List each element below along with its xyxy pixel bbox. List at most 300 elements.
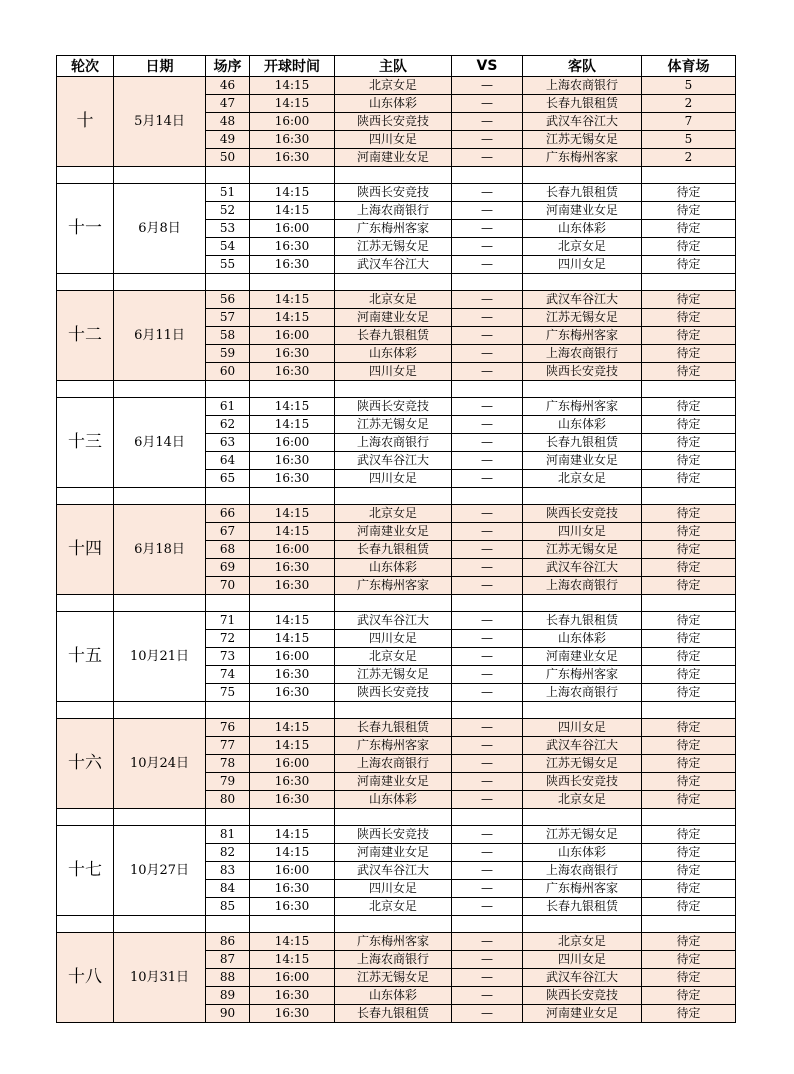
kickoff-cell: 16:00	[250, 648, 335, 666]
away-team-cell: 河南建业女足	[523, 202, 642, 220]
separator-cell	[523, 702, 642, 719]
separator-cell	[452, 488, 523, 505]
kickoff-cell: 14:15	[250, 612, 335, 630]
away-team-cell: 四川女足	[523, 951, 642, 969]
vs-cell: —	[452, 238, 523, 256]
venue-cell: 待定	[642, 184, 736, 202]
match-no-cell: 66	[206, 505, 250, 523]
separator-cell	[250, 488, 335, 505]
kickoff-cell: 14:15	[250, 398, 335, 416]
match-row	[57, 77, 736, 95]
home-team-cell: 上海农商银行	[335, 202, 452, 220]
round-separator-row	[57, 595, 736, 612]
kickoff-cell: 14:15	[250, 719, 335, 737]
kickoff-cell: 16:30	[250, 363, 335, 381]
away-team-cell: 武汉车谷江大	[523, 291, 642, 309]
away-team-cell: 江苏无锡女足	[523, 826, 642, 844]
home-team-cell: 武汉车谷江大	[335, 612, 452, 630]
kickoff-cell: 14:15	[250, 202, 335, 220]
vs-cell: —	[452, 933, 523, 951]
venue-cell: 待定	[642, 505, 736, 523]
separator-cell	[452, 381, 523, 398]
separator-cell	[114, 595, 206, 612]
venue-cell: 待定	[642, 880, 736, 898]
round-cell: 十五	[57, 612, 114, 702]
home-team-cell: 陕西长安竞技	[335, 184, 452, 202]
kickoff-cell: 14:15	[250, 505, 335, 523]
home-team-cell: 长春九银租赁	[335, 1005, 452, 1023]
away-team-cell: 长春九银租赁	[523, 434, 642, 452]
kickoff-cell: 16:30	[250, 880, 335, 898]
away-team-cell: 广东梅州客家	[523, 666, 642, 684]
vs-cell: —	[452, 434, 523, 452]
home-team-cell: 四川女足	[335, 131, 452, 149]
separator-cell	[335, 916, 452, 933]
kickoff-cell: 14:15	[250, 95, 335, 113]
vs-cell: —	[452, 755, 523, 773]
separator-cell	[206, 595, 250, 612]
match-no-cell: 73	[206, 648, 250, 666]
vs-cell: —	[452, 577, 523, 595]
home-team-cell: 陕西长安竞技	[335, 826, 452, 844]
match-no-cell: 59	[206, 345, 250, 363]
match-row	[57, 184, 736, 202]
away-team-cell: 山东体彩	[523, 220, 642, 238]
venue-cell: 待定	[642, 773, 736, 791]
away-team-cell: 长春九银租赁	[523, 95, 642, 113]
round-cell: 十二	[57, 291, 114, 381]
away-team-cell: 广东梅州客家	[523, 398, 642, 416]
venue-cell: 待定	[642, 898, 736, 916]
match-no-cell: 63	[206, 434, 250, 452]
home-team-cell: 山东体彩	[335, 95, 452, 113]
away-team-cell: 陕西长安竞技	[523, 773, 642, 791]
vs-cell: —	[452, 77, 523, 95]
home-team-cell: 上海农商银行	[335, 755, 452, 773]
vs-cell: —	[452, 327, 523, 345]
home-team-cell: 江苏无锡女足	[335, 666, 452, 684]
venue-cell: 待定	[642, 844, 736, 862]
home-team-cell: 四川女足	[335, 630, 452, 648]
separator-cell	[250, 916, 335, 933]
match-no-cell: 52	[206, 202, 250, 220]
separator-cell	[206, 274, 250, 291]
separator-cell	[642, 702, 736, 719]
header-date: 日期	[114, 56, 206, 77]
separator-cell	[642, 274, 736, 291]
separator-cell	[114, 916, 206, 933]
venue-cell: 待定	[642, 523, 736, 541]
match-no-cell: 61	[206, 398, 250, 416]
vs-cell: —	[452, 416, 523, 434]
vs-cell: —	[452, 666, 523, 684]
kickoff-cell: 16:30	[250, 559, 335, 577]
home-team-cell: 武汉车谷江大	[335, 256, 452, 274]
home-team-cell: 山东体彩	[335, 345, 452, 363]
separator-cell	[452, 595, 523, 612]
kickoff-cell: 14:15	[250, 844, 335, 862]
home-team-cell: 上海农商银行	[335, 434, 452, 452]
kickoff-cell: 16:30	[250, 470, 335, 488]
away-team-cell: 四川女足	[523, 719, 642, 737]
separator-cell	[642, 488, 736, 505]
date-cell: 10月27日	[114, 826, 206, 916]
home-team-cell: 河南建业女足	[335, 844, 452, 862]
header-kickoff: 开球时间	[250, 56, 335, 77]
vs-cell: —	[452, 505, 523, 523]
away-team-cell: 山东体彩	[523, 416, 642, 434]
vs-cell: —	[452, 184, 523, 202]
separator-cell	[57, 916, 114, 933]
vs-cell: —	[452, 291, 523, 309]
home-team-cell: 武汉车谷江大	[335, 862, 452, 880]
kickoff-cell: 16:30	[250, 666, 335, 684]
vs-cell: —	[452, 898, 523, 916]
match-no-cell: 77	[206, 737, 250, 755]
match-row	[57, 398, 736, 416]
venue-cell: 待定	[642, 363, 736, 381]
table-header	[57, 56, 736, 77]
kickoff-cell: 16:30	[250, 1005, 335, 1023]
match-no-cell: 64	[206, 452, 250, 470]
match-no-cell: 68	[206, 541, 250, 559]
kickoff-cell: 16:00	[250, 862, 335, 880]
kickoff-cell: 16:30	[250, 987, 335, 1005]
away-team-cell: 北京女足	[523, 933, 642, 951]
match-no-cell: 82	[206, 844, 250, 862]
venue-cell: 待定	[642, 737, 736, 755]
round-cell: 十四	[57, 505, 114, 595]
separator-cell	[523, 809, 642, 826]
vs-cell: —	[452, 684, 523, 702]
away-team-cell: 陕西长安竞技	[523, 987, 642, 1005]
kickoff-cell: 14:15	[250, 933, 335, 951]
away-team-cell: 河南建业女足	[523, 1005, 642, 1023]
header-row	[57, 56, 736, 77]
match-no-cell: 72	[206, 630, 250, 648]
separator-cell	[250, 702, 335, 719]
header-away: 客队	[523, 56, 642, 77]
home-team-cell: 北京女足	[335, 77, 452, 95]
match-no-cell: 58	[206, 327, 250, 345]
match-no-cell: 62	[206, 416, 250, 434]
match-no-cell: 49	[206, 131, 250, 149]
venue-cell: 7	[642, 113, 736, 131]
separator-cell	[523, 595, 642, 612]
vs-cell: —	[452, 612, 523, 630]
venue-cell: 待定	[642, 559, 736, 577]
kickoff-cell: 14:15	[250, 951, 335, 969]
separator-cell	[523, 274, 642, 291]
kickoff-cell: 16:00	[250, 969, 335, 987]
separator-cell	[523, 381, 642, 398]
match-no-cell: 71	[206, 612, 250, 630]
home-team-cell: 山东体彩	[335, 559, 452, 577]
home-team-cell: 山东体彩	[335, 791, 452, 809]
home-team-cell: 河南建业女足	[335, 773, 452, 791]
round-cell: 十六	[57, 719, 114, 809]
venue-cell: 5	[642, 131, 736, 149]
venue-cell: 待定	[642, 630, 736, 648]
match-row	[57, 826, 736, 844]
match-no-cell: 75	[206, 684, 250, 702]
kickoff-cell: 16:00	[250, 434, 335, 452]
kickoff-cell: 14:15	[250, 416, 335, 434]
away-team-cell: 上海农商银行	[523, 345, 642, 363]
vs-cell: —	[452, 363, 523, 381]
match-row	[57, 612, 736, 630]
separator-cell	[335, 702, 452, 719]
separator-cell	[250, 167, 335, 184]
home-team-cell: 长春九银租赁	[335, 541, 452, 559]
separator-cell	[642, 595, 736, 612]
kickoff-cell: 16:00	[250, 541, 335, 559]
vs-cell: —	[452, 452, 523, 470]
vs-cell: —	[452, 559, 523, 577]
match-row	[57, 719, 736, 737]
match-no-cell: 53	[206, 220, 250, 238]
venue-cell: 待定	[642, 452, 736, 470]
vs-cell: —	[452, 1005, 523, 1023]
home-team-cell: 四川女足	[335, 470, 452, 488]
separator-cell	[206, 488, 250, 505]
separator-cell	[206, 809, 250, 826]
match-no-cell: 81	[206, 826, 250, 844]
separator-cell	[250, 274, 335, 291]
kickoff-cell: 14:15	[250, 630, 335, 648]
separator-cell	[114, 488, 206, 505]
home-team-cell: 长春九银租赁	[335, 327, 452, 345]
venue-cell: 待定	[642, 648, 736, 666]
venue-cell: 待定	[642, 719, 736, 737]
kickoff-cell: 16:30	[250, 256, 335, 274]
home-team-cell: 江苏无锡女足	[335, 416, 452, 434]
separator-cell	[642, 809, 736, 826]
vs-cell: —	[452, 220, 523, 238]
kickoff-cell: 16:30	[250, 791, 335, 809]
home-team-cell: 上海农商银行	[335, 951, 452, 969]
header-home: 主队	[335, 56, 452, 77]
kickoff-cell: 16:00	[250, 327, 335, 345]
vs-cell: —	[452, 773, 523, 791]
separator-cell	[523, 488, 642, 505]
date-cell: 6月11日	[114, 291, 206, 381]
match-no-cell: 51	[206, 184, 250, 202]
venue-cell: 待定	[642, 541, 736, 559]
venue-cell: 待定	[642, 256, 736, 274]
vs-cell: —	[452, 987, 523, 1005]
vs-cell: —	[452, 791, 523, 809]
away-team-cell: 上海农商银行	[523, 684, 642, 702]
venue-cell: 待定	[642, 327, 736, 345]
venue-cell: 待定	[642, 862, 736, 880]
vs-cell: —	[452, 719, 523, 737]
separator-cell	[114, 167, 206, 184]
kickoff-cell: 16:30	[250, 898, 335, 916]
kickoff-cell: 16:30	[250, 773, 335, 791]
venue-cell: 待定	[642, 612, 736, 630]
venue-cell: 待定	[642, 933, 736, 951]
separator-cell	[57, 381, 114, 398]
kickoff-cell: 14:15	[250, 309, 335, 327]
header-match-no: 场序	[206, 56, 250, 77]
home-team-cell: 河南建业女足	[335, 309, 452, 327]
home-team-cell: 陕西长安竞技	[335, 113, 452, 131]
away-team-cell: 长春九银租赁	[523, 184, 642, 202]
venue-cell: 待定	[642, 398, 736, 416]
venue-cell: 待定	[642, 345, 736, 363]
kickoff-cell: 14:15	[250, 737, 335, 755]
match-no-cell: 78	[206, 755, 250, 773]
venue-cell: 待定	[642, 826, 736, 844]
round-cell: 十一	[57, 184, 114, 274]
vs-cell: —	[452, 951, 523, 969]
home-team-cell: 山东体彩	[335, 987, 452, 1005]
venue-cell: 待定	[642, 755, 736, 773]
separator-cell	[250, 809, 335, 826]
home-team-cell: 陕西长安竞技	[335, 398, 452, 416]
away-team-cell: 江苏无锡女足	[523, 131, 642, 149]
away-team-cell: 山东体彩	[523, 844, 642, 862]
match-row	[57, 505, 736, 523]
vs-cell: —	[452, 470, 523, 488]
away-team-cell: 长春九银租赁	[523, 612, 642, 630]
away-team-cell: 河南建业女足	[523, 452, 642, 470]
kickoff-cell: 16:30	[250, 238, 335, 256]
kickoff-cell: 14:15	[250, 291, 335, 309]
vs-cell: —	[452, 969, 523, 987]
match-row	[57, 933, 736, 951]
home-team-cell: 长春九银租赁	[335, 719, 452, 737]
away-team-cell: 武汉车谷江大	[523, 969, 642, 987]
round-separator-row	[57, 381, 736, 398]
venue-cell: 待定	[642, 666, 736, 684]
vs-cell: —	[452, 630, 523, 648]
venue-cell: 待定	[642, 202, 736, 220]
away-team-cell: 武汉车谷江大	[523, 113, 642, 131]
vs-cell: —	[452, 541, 523, 559]
separator-cell	[250, 381, 335, 398]
vs-cell: —	[452, 398, 523, 416]
venue-cell: 待定	[642, 969, 736, 987]
away-team-cell: 长春九银租赁	[523, 898, 642, 916]
separator-cell	[335, 595, 452, 612]
kickoff-cell: 16:00	[250, 220, 335, 238]
separator-cell	[335, 488, 452, 505]
match-no-cell: 54	[206, 238, 250, 256]
kickoff-cell: 14:15	[250, 523, 335, 541]
match-no-cell: 86	[206, 933, 250, 951]
separator-cell	[452, 702, 523, 719]
venue-cell: 待定	[642, 1005, 736, 1023]
separator-cell	[452, 167, 523, 184]
kickoff-cell: 14:15	[250, 184, 335, 202]
separator-cell	[57, 274, 114, 291]
separator-cell	[57, 595, 114, 612]
venue-cell: 待定	[642, 220, 736, 238]
home-team-cell: 武汉车谷江大	[335, 452, 452, 470]
home-team-cell: 广东梅州客家	[335, 220, 452, 238]
separator-cell	[114, 702, 206, 719]
vs-cell: —	[452, 523, 523, 541]
match-no-cell: 76	[206, 719, 250, 737]
separator-cell	[335, 381, 452, 398]
away-team-cell: 上海农商银行	[523, 577, 642, 595]
kickoff-cell: 16:00	[250, 755, 335, 773]
separator-cell	[57, 702, 114, 719]
away-team-cell: 上海农商银行	[523, 862, 642, 880]
home-team-cell: 北京女足	[335, 505, 452, 523]
vs-cell: —	[452, 149, 523, 167]
home-team-cell: 四川女足	[335, 363, 452, 381]
vs-cell: —	[452, 345, 523, 363]
away-team-cell: 上海农商银行	[523, 77, 642, 95]
kickoff-cell: 16:30	[250, 149, 335, 167]
match-no-cell: 67	[206, 523, 250, 541]
match-no-cell: 85	[206, 898, 250, 916]
kickoff-cell: 16:00	[250, 113, 335, 131]
kickoff-cell: 16:30	[250, 684, 335, 702]
vs-cell: —	[452, 844, 523, 862]
home-team-cell: 河南建业女足	[335, 149, 452, 167]
match-no-cell: 47	[206, 95, 250, 113]
kickoff-cell: 16:30	[250, 577, 335, 595]
away-team-cell: 江苏无锡女足	[523, 755, 642, 773]
separator-cell	[57, 488, 114, 505]
separator-cell	[57, 167, 114, 184]
away-team-cell: 北京女足	[523, 238, 642, 256]
match-no-cell: 57	[206, 309, 250, 327]
round-separator-row	[57, 702, 736, 719]
venue-cell: 待定	[642, 577, 736, 595]
vs-cell: —	[452, 113, 523, 131]
separator-cell	[206, 167, 250, 184]
separator-cell	[523, 916, 642, 933]
vs-cell: —	[452, 862, 523, 880]
round-separator-row	[57, 916, 736, 933]
venue-cell: 待定	[642, 434, 736, 452]
separator-cell	[206, 916, 250, 933]
separator-cell	[642, 381, 736, 398]
away-team-cell: 陕西长安竞技	[523, 505, 642, 523]
away-team-cell: 山东体彩	[523, 630, 642, 648]
date-cell: 10月31日	[114, 933, 206, 1023]
away-team-cell: 广东梅州客家	[523, 880, 642, 898]
match-no-cell: 88	[206, 969, 250, 987]
round-cell: 十三	[57, 398, 114, 488]
kickoff-cell: 16:30	[250, 452, 335, 470]
match-no-cell: 65	[206, 470, 250, 488]
date-cell: 6月8日	[114, 184, 206, 274]
round-cell: 十八	[57, 933, 114, 1023]
round-separator-row	[57, 488, 736, 505]
vs-cell: —	[452, 202, 523, 220]
vs-cell: —	[452, 309, 523, 327]
round-separator-row	[57, 809, 736, 826]
home-team-cell: 陕西长安竞技	[335, 684, 452, 702]
separator-cell	[206, 702, 250, 719]
vs-cell: —	[452, 648, 523, 666]
separator-cell	[57, 809, 114, 826]
home-team-cell: 四川女足	[335, 880, 452, 898]
match-no-cell: 80	[206, 791, 250, 809]
home-team-cell: 江苏无锡女足	[335, 969, 452, 987]
home-team-cell: 北京女足	[335, 648, 452, 666]
away-team-cell: 陕西长安竞技	[523, 363, 642, 381]
match-no-cell: 69	[206, 559, 250, 577]
away-team-cell: 广东梅州客家	[523, 149, 642, 167]
separator-cell	[335, 809, 452, 826]
